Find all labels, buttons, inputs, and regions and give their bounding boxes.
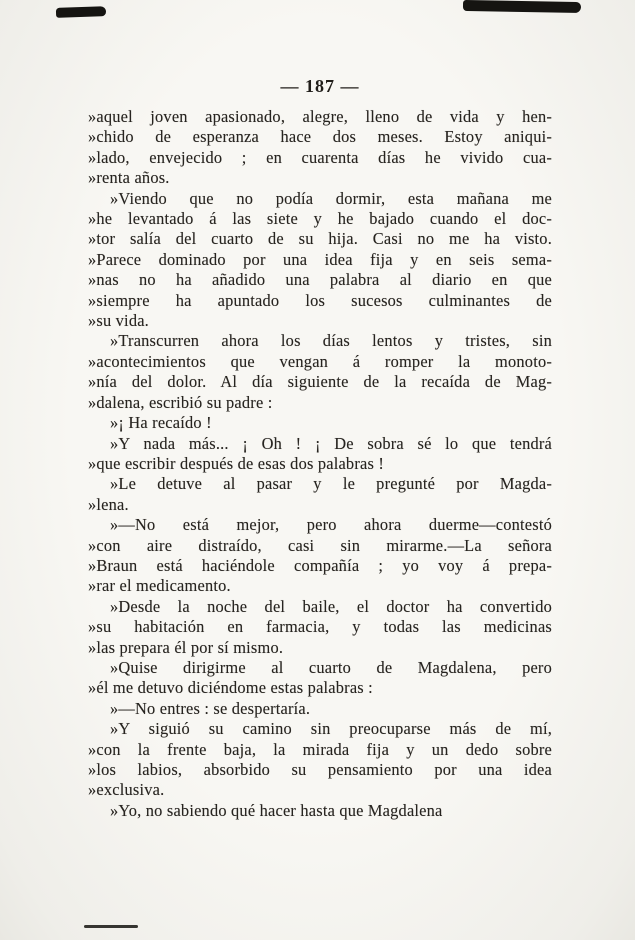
text-line: »aquel joven apasionado, alegre, lleno de vida y hen- xyxy=(88,107,552,126)
text-line: »Transcurren ahora los días lentos y tristes, sin xyxy=(110,331,552,351)
text-line: »Braun está haciéndole compañía ; yo voy á prepa- xyxy=(88,555,552,575)
text-line: »acontecimientos que vengan á romper la monoto- xyxy=(88,351,552,371)
text-line: »lena. xyxy=(88,494,129,514)
text-line: »Y siguió su camino sin preocuparse más de mí, xyxy=(110,719,552,739)
text-line: »lado, envejecido ; en cuarenta días he vivido cua- xyxy=(88,147,552,167)
text-line: »Desde la noche del baile, el doctor ha convertido xyxy=(110,596,552,616)
page-text xyxy=(88,107,552,821)
text-line: »Viendo que no podía dormir, esta mañana me xyxy=(110,188,552,208)
text-line: »—No está mejor, pero ahora duerme—contestó xyxy=(110,515,552,535)
paragraph xyxy=(88,699,552,719)
text-line: »siempre ha apuntado los sucesos culminantes de xyxy=(88,290,552,310)
text-line: »con la frente baja, la mirada fija y un dedo sobre xyxy=(88,739,552,759)
text-line: »Quise dirigirme al cuarto de Magdalena, pero xyxy=(110,657,552,677)
text-line: »Parece dominado por una idea fija y en seis sema- xyxy=(88,249,552,269)
text-line: »he levantado á las siete y he bajado cuando el doc- xyxy=(88,209,552,229)
paragraph xyxy=(88,474,552,515)
paragraph xyxy=(88,719,552,801)
paragraph xyxy=(88,434,552,475)
text-line: »las prepara él por sí mismo. xyxy=(88,637,284,657)
text-line: »Yo, no sabiendo qué hacer hasta que Magdalena xyxy=(110,800,443,820)
text-block xyxy=(88,76,552,821)
text-line: »con aire distraído, casi sin mirarme.—La señora xyxy=(88,535,552,555)
paragraph xyxy=(88,189,552,332)
text-line: »Y nada más... ¡ Oh ! ¡ De sobra sé lo que tendrá xyxy=(110,433,552,453)
text-line: »los labios, absorbido su pensamiento por una idea xyxy=(88,760,552,779)
text-line: »nía del dolor. Al día siguiente de la recaída de Mag- xyxy=(88,372,552,392)
text-line: »su habitación en farmacia, y todas las medicinas xyxy=(88,617,552,637)
text-line: »Le detuve al pasar y le pregunté por Magda- xyxy=(110,474,552,494)
paragraph xyxy=(88,413,552,433)
text-line: »que escribir después de esas dos palabras ! xyxy=(88,453,384,473)
paragraph xyxy=(88,107,552,189)
ink-smudge-bottom-left xyxy=(84,925,138,928)
ink-smudge-top-left xyxy=(56,6,106,18)
text-line: »—No entres : se despertaría. xyxy=(110,698,311,718)
paragraph xyxy=(88,658,552,699)
text-line: »tor salía del cuarto de su hija. Casi no me ha visto. xyxy=(88,229,552,249)
text-line: »chido de esperanza hace dos meses. Estoy aniqui- xyxy=(88,127,552,147)
paragraph xyxy=(88,801,552,821)
text-line: »él me detuvo diciéndome estas palabras : xyxy=(88,678,373,698)
text-line: »exclusiva. xyxy=(88,780,165,800)
text-line: »renta años. xyxy=(88,168,170,188)
text-line: »nas no ha añadido una palabra al diario en que xyxy=(88,270,552,290)
text-line: »dalena, escribió su padre : xyxy=(88,392,273,412)
ink-smudge-top-right xyxy=(463,0,581,13)
page-number: — 187 — xyxy=(280,76,360,96)
text-line: »¡ Ha recaído ! xyxy=(110,413,212,433)
paragraph xyxy=(88,331,552,413)
text-line: »rar el medicamento. xyxy=(88,576,231,596)
paragraph xyxy=(88,597,552,658)
paragraph xyxy=(88,515,552,597)
text-line: »su vida. xyxy=(88,311,149,331)
